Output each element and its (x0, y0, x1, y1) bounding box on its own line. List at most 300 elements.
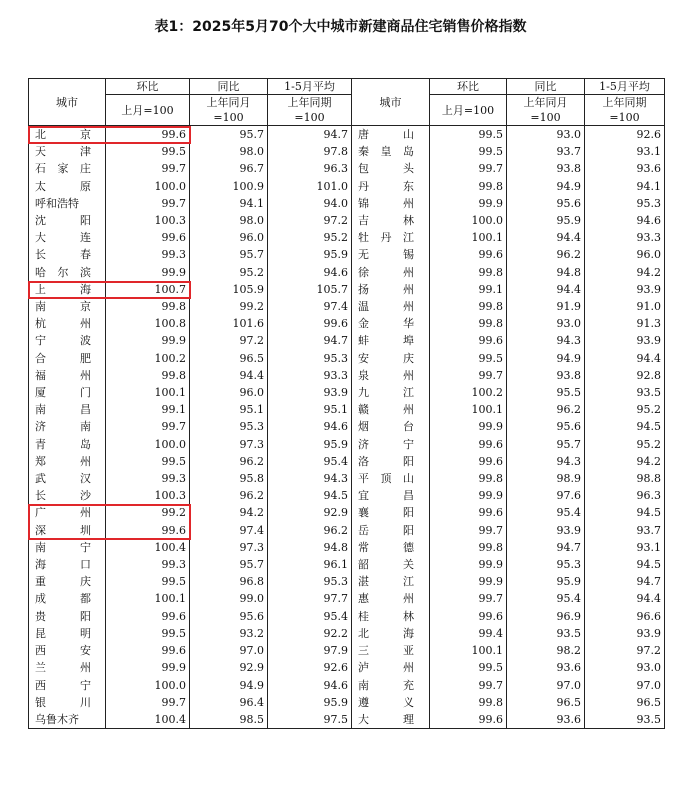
city-cell-right (352, 573, 430, 590)
table-row (29, 625, 665, 642)
city-cell-right (352, 625, 430, 642)
ytd-value-right: 94.5 (585, 504, 665, 521)
table-row (29, 384, 665, 401)
yoy-value-right: 96.2 (507, 246, 585, 263)
table-row (29, 264, 665, 281)
yoy-value-right: 94.4 (507, 229, 585, 246)
table-row (29, 573, 665, 590)
mom-value-left: 99.3 (106, 246, 190, 263)
mom-value-right: 100.2 (430, 384, 507, 401)
ytd-value-left: 95.2 (268, 229, 352, 246)
mom-value-left: 100.1 (106, 384, 190, 401)
ytd-value-right: 93.1 (585, 143, 665, 160)
table-row (29, 539, 665, 556)
yoy-value-left: 95.1 (190, 401, 268, 418)
yoy-base2-left: =100 (190, 110, 268, 126)
mom-value-left: 100.4 (106, 711, 190, 729)
yoy-value-left: 94.2 (190, 504, 268, 521)
ytd-value-right: 93.9 (585, 625, 665, 642)
table-row (29, 522, 665, 539)
city-cell-right (352, 195, 430, 212)
mom-value-right: 99.1 (430, 281, 507, 298)
city-cell-left (29, 625, 106, 642)
city-name: 南 宁 (35, 540, 91, 554)
city-name: 泉 州 (358, 368, 414, 382)
city-cell-left (29, 384, 106, 401)
mom-value-left: 99.5 (106, 453, 190, 470)
yoy-base2-right: =100 (507, 110, 585, 126)
yoy-value-right: 95.9 (507, 573, 585, 590)
ytd-value-right: 92.8 (585, 367, 665, 384)
mom-value-left: 99.2 (106, 504, 190, 521)
mom-value-left: 99.6 (106, 608, 190, 625)
yoy-value-right: 97.6 (507, 487, 585, 504)
table-row (29, 350, 665, 367)
ytd-value-right: 94.5 (585, 418, 665, 435)
mom-value-left: 100.3 (106, 212, 190, 229)
yoy-value-right: 97.0 (507, 677, 585, 694)
mom-value-right: 99.4 (430, 625, 507, 642)
ytd-base-left: 上年同期 (268, 95, 352, 111)
city-name: 秦 皇 岛 (358, 145, 414, 159)
city-cell-left (29, 694, 106, 711)
table-row (29, 315, 665, 332)
yoy-value-right: 93.9 (507, 522, 585, 539)
table-row (29, 281, 665, 298)
yoy-value-left: 96.2 (190, 487, 268, 504)
mom-value-left: 99.7 (106, 160, 190, 177)
ytd-value-right: 95.3 (585, 195, 665, 212)
yoy-value-right: 95.4 (507, 590, 585, 607)
ytd-value-right: 97.0 (585, 677, 665, 694)
city-cell-left (29, 642, 106, 659)
ytd-value-left: 92.2 (268, 625, 352, 642)
mom-value-right: 99.6 (430, 453, 507, 470)
city-cell-left (29, 539, 106, 556)
yoy-value-left: 97.2 (190, 332, 268, 349)
city-name: 西 宁 (35, 678, 91, 692)
ytd-base2-right: =100 (585, 110, 665, 126)
yoy-base-left: 上年同月 (190, 95, 268, 111)
city-cell-right (352, 384, 430, 401)
table-row (29, 143, 665, 160)
city-name: 丹 东 (358, 179, 414, 193)
yoy-value-right: 95.5 (507, 384, 585, 401)
city-name: 海 口 (35, 558, 91, 572)
city-cell-left (29, 573, 106, 590)
city-cell-left (29, 470, 106, 487)
city-name: 唐 山 (358, 128, 414, 141)
city-name: 哈 尔 滨 (35, 265, 91, 279)
table-row (29, 677, 665, 694)
city-name: 西 安 (35, 644, 91, 658)
mom-value-right: 99.5 (430, 659, 507, 676)
city-name: 包 头 (358, 162, 414, 176)
city-name: 金 华 (358, 317, 414, 331)
yoy-value-left: 98.0 (190, 212, 268, 229)
city-cell-right (352, 212, 430, 229)
yoy-value-right: 94.7 (507, 539, 585, 556)
yoy-value-left: 96.8 (190, 573, 268, 590)
ytd-value-left: 95.4 (268, 453, 352, 470)
table-body (29, 126, 665, 729)
yoy-value-left: 95.3 (190, 418, 268, 435)
city-cell-right (352, 281, 430, 298)
yoy-value-left: 97.4 (190, 522, 268, 539)
city-cell-left (29, 229, 106, 246)
city-name: 昆 明 (35, 626, 91, 640)
city-name: 湛 江 (358, 575, 414, 589)
city-cell-left (29, 711, 106, 729)
yoy-value-right: 93.6 (507, 659, 585, 676)
city-cell-right (352, 590, 430, 607)
city-name: 宜 昌 (358, 489, 414, 503)
city-name: 长 沙 (35, 489, 91, 503)
mom-base-left: 上月=100 (106, 95, 190, 126)
city-name: 惠 州 (358, 592, 414, 606)
mom-value-right: 99.7 (430, 590, 507, 607)
city-cell-left (29, 504, 106, 521)
city-cell-left (29, 590, 106, 607)
yoy-value-left: 94.9 (190, 677, 268, 694)
mom-value-right: 99.7 (430, 367, 507, 384)
yoy-value-right: 95.9 (507, 212, 585, 229)
yoy-header-left: 同比 (190, 79, 268, 95)
mom-value-right: 99.8 (430, 178, 507, 195)
ytd-value-right: 95.2 (585, 401, 665, 418)
city-cell-left (29, 418, 106, 435)
yoy-value-left: 96.2 (190, 453, 268, 470)
mom-value-right: 99.6 (430, 436, 507, 453)
table-row (29, 470, 665, 487)
city-name: 洛 阳 (358, 454, 414, 468)
mom-value-left: 100.8 (106, 315, 190, 332)
table-title: 表1：2025年5月70个大中城市新建商品住宅销售价格指数 (154, 19, 527, 35)
city-cell-right (352, 143, 430, 160)
city-name: 三 亚 (358, 644, 414, 658)
yoy-value-left: 101.6 (190, 315, 268, 332)
city-cell-right (352, 470, 430, 487)
mom-value-left: 99.7 (106, 418, 190, 435)
city-name: 兰 州 (35, 661, 91, 675)
ytd-value-left: 95.9 (268, 694, 352, 711)
mom-value-right: 99.9 (430, 573, 507, 590)
city-name: 桂 林 (358, 609, 414, 623)
yoy-value-left: 94.4 (190, 367, 268, 384)
city-name: 襄 阳 (358, 506, 414, 520)
city-cell-left (29, 332, 106, 349)
yoy-value-left: 105.9 (190, 281, 268, 298)
mom-value-right: 99.9 (430, 487, 507, 504)
city-cell-left (29, 350, 106, 367)
city-cell-right (352, 711, 430, 729)
city-name: 南 昌 (35, 403, 91, 417)
mom-value-left: 99.8 (106, 367, 190, 384)
yoy-value-left: 99.2 (190, 298, 268, 315)
ytd-value-right: 96.3 (585, 487, 665, 504)
city-cell-right (352, 350, 430, 367)
mom-header-left: 环比 (106, 79, 190, 95)
yoy-value-right: 94.3 (507, 453, 585, 470)
yoy-value-left: 99.0 (190, 590, 268, 607)
ytd-header-left: 1-5月平均 (268, 79, 352, 95)
ytd-value-left: 95.4 (268, 608, 352, 625)
mom-value-left: 100.3 (106, 487, 190, 504)
mom-value-right: 99.6 (430, 608, 507, 625)
ytd-value-left: 97.5 (268, 711, 352, 729)
city-cell-left (29, 246, 106, 263)
yoy-value-right: 96.9 (507, 608, 585, 625)
city-name: 安 庆 (358, 351, 414, 365)
table-row (29, 418, 665, 435)
city-cell-right (352, 264, 430, 281)
city-cell-right (352, 298, 430, 315)
city-name: 深 圳 (35, 523, 91, 537)
mom-value-left: 100.0 (106, 677, 190, 694)
ytd-value-left: 94.6 (268, 418, 352, 435)
mom-value-left: 99.6 (106, 229, 190, 246)
city-name: 韶 关 (358, 558, 414, 572)
city-cell-left (29, 659, 106, 676)
city-cell-left (29, 281, 106, 298)
ytd-value-right: 91.3 (585, 315, 665, 332)
ytd-value-left: 94.6 (268, 677, 352, 694)
city-name: 无 锡 (358, 248, 414, 262)
yoy-value-left: 93.2 (190, 625, 268, 642)
yoy-value-left: 95.7 (190, 556, 268, 573)
yoy-value-right: 94.4 (507, 281, 585, 298)
yoy-value-left: 95.6 (190, 608, 268, 625)
mom-value-left: 100.1 (106, 590, 190, 607)
mom-value-right: 99.7 (430, 677, 507, 694)
ytd-value-left: 99.6 (268, 315, 352, 332)
mom-value-left: 99.6 (106, 642, 190, 659)
mom-value-left: 99.9 (106, 659, 190, 676)
yoy-value-right: 94.9 (507, 178, 585, 195)
yoy-value-right: 94.8 (507, 264, 585, 281)
city-name: 福 州 (35, 368, 91, 382)
yoy-value-right: 95.6 (507, 195, 585, 212)
mom-value-left: 99.8 (106, 298, 190, 315)
mom-value-right: 99.6 (430, 332, 507, 349)
ytd-value-left: 94.3 (268, 470, 352, 487)
ytd-value-right: 94.6 (585, 212, 665, 229)
ytd-value-right: 93.1 (585, 539, 665, 556)
city-cell-left (29, 556, 106, 573)
city-name: 宁 波 (35, 334, 91, 348)
ytd-value-right: 96.6 (585, 608, 665, 625)
table-row (29, 367, 665, 384)
yoy-value-left: 96.5 (190, 350, 268, 367)
yoy-header-right: 同比 (507, 79, 585, 95)
mom-value-right: 99.5 (430, 143, 507, 160)
city-cell-right (352, 487, 430, 504)
city-name: 重 庆 (35, 575, 91, 589)
yoy-value-left: 96.7 (190, 160, 268, 177)
city-cell-right (352, 504, 430, 521)
yoy-value-left: 95.8 (190, 470, 268, 487)
ytd-value-right: 94.5 (585, 556, 665, 573)
yoy-value-left: 98.5 (190, 711, 268, 729)
ytd-value-left: 95.9 (268, 246, 352, 263)
yoy-value-left: 97.3 (190, 436, 268, 453)
yoy-value-right: 93.8 (507, 367, 585, 384)
city-name: 烟 台 (358, 420, 414, 434)
city-cell-right (352, 539, 430, 556)
city-cell-left (29, 677, 106, 694)
ytd-value-left: 94.8 (268, 539, 352, 556)
yoy-value-right: 93.6 (507, 711, 585, 729)
city-name: 合 肥 (35, 351, 91, 365)
ytd-value-right: 95.2 (585, 436, 665, 453)
ytd-value-right: 93.7 (585, 522, 665, 539)
ytd-value-left: 94.6 (268, 264, 352, 281)
mom-value-right: 99.9 (430, 418, 507, 435)
mom-value-left: 100.0 (106, 436, 190, 453)
ytd-value-left: 95.9 (268, 436, 352, 453)
mom-value-left: 100.4 (106, 539, 190, 556)
ytd-value-left: 94.7 (268, 126, 352, 144)
mom-value-left: 99.5 (106, 573, 190, 590)
mom-value-right: 99.9 (430, 556, 507, 573)
city-cell-right (352, 367, 430, 384)
ytd-value-left: 93.3 (268, 367, 352, 384)
mom-value-left: 99.9 (106, 332, 190, 349)
table-row (29, 556, 665, 573)
city-cell-right (352, 160, 430, 177)
table-row (29, 178, 665, 195)
ytd-value-left: 97.2 (268, 212, 352, 229)
mom-value-right: 100.1 (430, 642, 507, 659)
yoy-value-right: 95.4 (507, 504, 585, 521)
ytd-value-right: 94.1 (585, 178, 665, 195)
mom-value-right: 99.6 (430, 504, 507, 521)
mom-value-right: 100.1 (430, 229, 507, 246)
ytd-value-right: 94.4 (585, 350, 665, 367)
city-name: 厦 门 (35, 386, 91, 400)
city-cell-left (29, 195, 106, 212)
yoy-value-right: 98.2 (507, 642, 585, 659)
city-name: 锦 州 (358, 196, 414, 210)
mom-value-right: 99.9 (430, 195, 507, 212)
table-row (29, 298, 665, 315)
ytd-value-left: 97.8 (268, 143, 352, 160)
city-name: 成 都 (35, 592, 91, 606)
mom-value-right: 99.8 (430, 264, 507, 281)
ytd-value-right: 94.2 (585, 453, 665, 470)
ytd-value-left: 96.3 (268, 160, 352, 177)
mom-value-right: 99.6 (430, 246, 507, 263)
city-cell-right (352, 418, 430, 435)
mom-value-right: 99.5 (430, 350, 507, 367)
city-cell-right (352, 126, 430, 144)
city-name: 武 汉 (35, 472, 91, 486)
ytd-value-left: 94.5 (268, 487, 352, 504)
mom-value-left: 100.0 (106, 178, 190, 195)
mom-value-right: 99.5 (430, 126, 507, 144)
city-name: 广 州 (35, 506, 91, 520)
city-name: 郑 州 (35, 454, 91, 468)
table-row (29, 160, 665, 177)
ytd-value-left: 97.4 (268, 298, 352, 315)
city-name: 长 春 (35, 248, 91, 262)
mom-value-left: 99.7 (106, 694, 190, 711)
city-cell-right (352, 178, 430, 195)
yoy-value-right: 93.7 (507, 143, 585, 160)
ytd-value-right: 93.6 (585, 160, 665, 177)
yoy-value-right: 93.8 (507, 160, 585, 177)
city-cell-right (352, 436, 430, 453)
yoy-value-right: 91.9 (507, 298, 585, 315)
mom-value-left: 99.6 (106, 126, 190, 144)
city-name: 蚌 埠 (358, 334, 414, 348)
yoy-value-right: 96.2 (507, 401, 585, 418)
table-row (29, 608, 665, 625)
table-row (29, 246, 665, 263)
table-row (29, 229, 665, 246)
yoy-value-right: 95.6 (507, 418, 585, 435)
city-cell-right (352, 677, 430, 694)
ytd-value-right: 96.5 (585, 694, 665, 711)
yoy-value-left: 95.7 (190, 246, 268, 263)
ytd-value-left: 101.0 (268, 178, 352, 195)
table-row (29, 453, 665, 470)
city-cell-right (352, 659, 430, 676)
city-name: 贵 阳 (35, 609, 91, 623)
ytd-value-left: 92.6 (268, 659, 352, 676)
city-cell-left (29, 367, 106, 384)
ytd-value-left: 95.3 (268, 350, 352, 367)
city-cell-left (29, 126, 106, 144)
city-cell-left (29, 487, 106, 504)
city-cell-left (29, 264, 106, 281)
city-name: 九 江 (358, 386, 414, 400)
city-name: 徐 州 (358, 265, 414, 279)
city-name: 泸 州 (358, 661, 414, 675)
city-name: 石 家 庄 (35, 162, 91, 176)
city-cell-left (29, 401, 106, 418)
city-name: 济 南 (35, 420, 91, 434)
mom-value-left: 99.9 (106, 264, 190, 281)
city-name: 大 连 (35, 231, 91, 245)
ytd-value-right: 96.0 (585, 246, 665, 263)
city-cell-left (29, 160, 106, 177)
city-name: 南 京 (35, 300, 91, 314)
ytd-value-left: 94.0 (268, 195, 352, 212)
mom-value-right: 99.8 (430, 315, 507, 332)
city-cell-right (352, 315, 430, 332)
city-cell-right (352, 246, 430, 263)
city-name: 牡 丹 江 (358, 231, 414, 245)
ytd-header-right: 1-5月平均 (585, 79, 665, 95)
city-cell-left (29, 436, 106, 453)
ytd-value-left: 97.9 (268, 642, 352, 659)
ytd-value-right: 93.5 (585, 384, 665, 401)
yoy-value-right: 96.5 (507, 694, 585, 711)
mom-value-right: 100.0 (430, 212, 507, 229)
mom-value-left: 99.3 (106, 470, 190, 487)
ytd-value-right: 92.6 (585, 126, 665, 144)
city-cell-left (29, 143, 106, 160)
city-name: 太 原 (35, 179, 91, 193)
mom-value-right: 99.6 (430, 711, 507, 729)
city-header-right: 城市 (352, 79, 430, 126)
table-row (29, 642, 665, 659)
ytd-value-right: 94.2 (585, 264, 665, 281)
city-name: 北 海 (358, 626, 414, 640)
ytd-value-right: 91.0 (585, 298, 665, 315)
mom-value-left: 99.7 (106, 195, 190, 212)
